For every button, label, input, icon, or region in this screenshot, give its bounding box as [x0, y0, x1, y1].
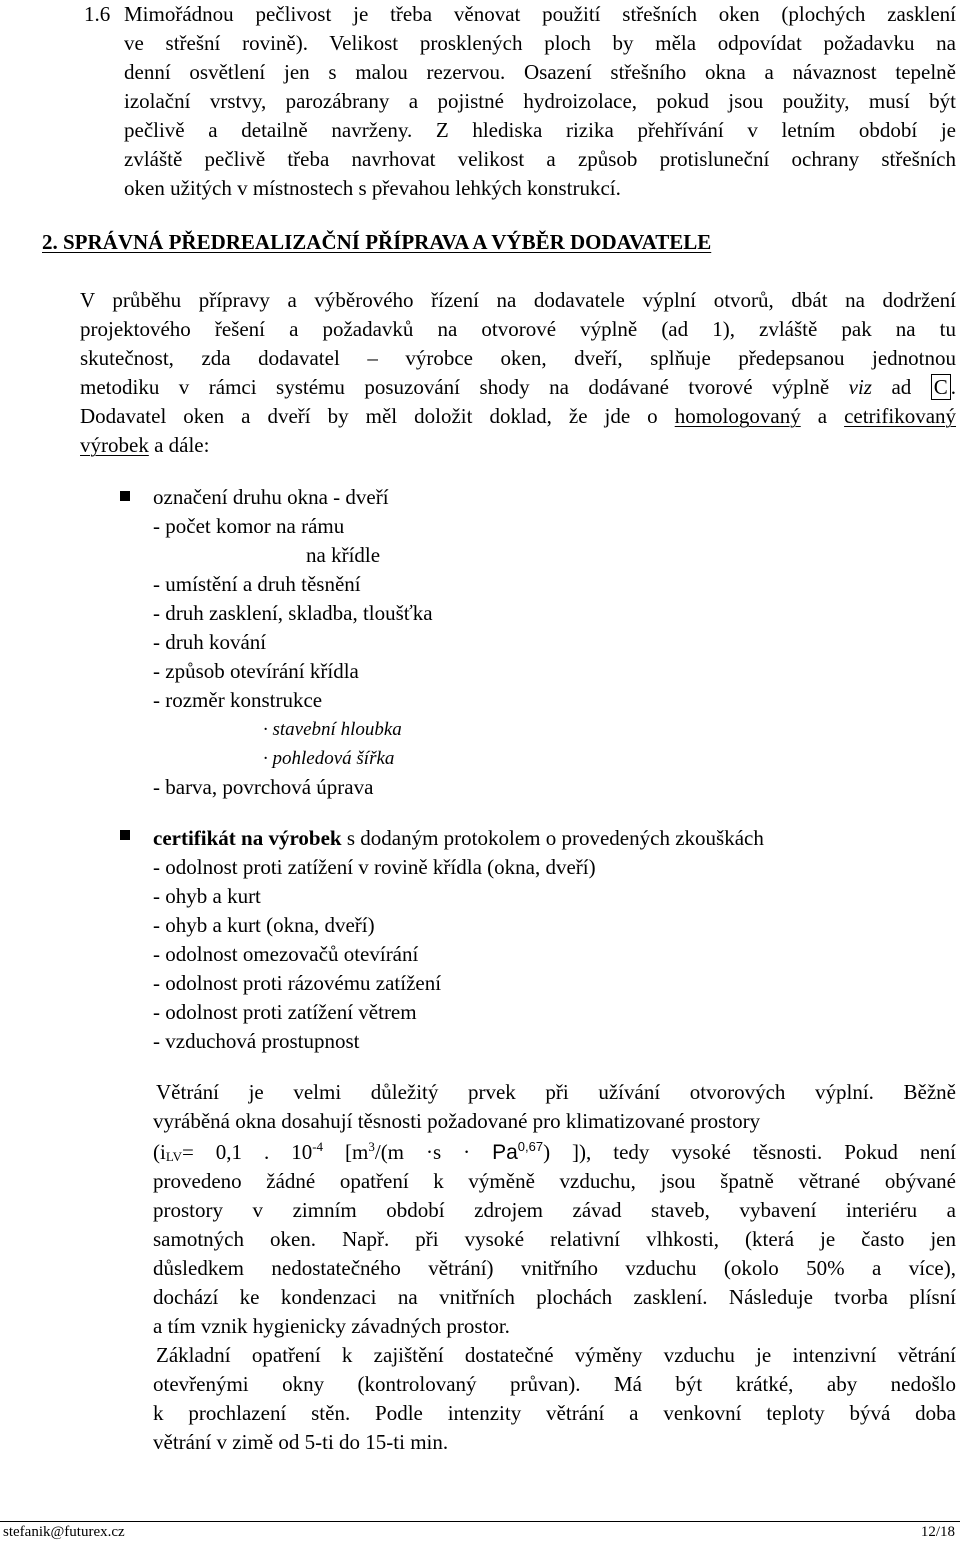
paragraph-line: V průběhu přípravy a výběrového řízení na dodavatele výplní otvorů, dbát na dodržení: [80, 288, 956, 312]
certificate-list: [153, 824, 953, 1056]
paragraph-line: pečlivě a detailně navrženy. Z hlediska rizika přehřívání v letním období je: [124, 118, 956, 142]
paragraph-line: izolační vrstvy, parozábrany a pojistné hydroizolace, pokud jsou použity, musí být: [124, 89, 956, 113]
marking-list: [153, 483, 953, 802]
paragraph-line: ve střešní rovině). Velikost prosklených ploch by měla odpovídat požadavku na: [124, 31, 956, 55]
list-item: - barva, povrchová úprava: [153, 775, 374, 799]
list-subitem: · stavební hloubka: [263, 719, 402, 740]
line-text: metodiku v rámci systému posuzování shody na dodávané tvorové výplně: [80, 375, 830, 399]
footer-divider: [0, 1521, 960, 1522]
list-item: - způsob otevírání křídla: [153, 659, 359, 683]
list-item: - rozměr konstrukce: [153, 688, 323, 712]
list-item: - odolnost proti zatížení v rovině křídla (okna, dveří): [153, 855, 596, 879]
list-item: - druh zasklení, skladba, tloušťka: [153, 601, 433, 625]
superscript: 3: [368, 1139, 375, 1154]
paragraph-line: [153, 1138, 956, 1167]
list-item: - odolnost proti zatížení větrem: [153, 1000, 417, 1024]
paragraph-line: denní osvětlení jen s malou rezervou. Osazení střešního okna a návaznost tepelně: [124, 60, 956, 84]
bullet-icon: [120, 491, 130, 501]
paragraph-line: vyráběná okna dosahují těsnosti požadované pro klimatizované prostory: [153, 1109, 761, 1133]
list-subitem: · pohledová šířka: [263, 748, 395, 769]
line-text: (i: [153, 1140, 166, 1164]
superscript: 0,67: [517, 1139, 544, 1154]
subscript: LV: [165, 1149, 182, 1164]
footer-email[interactable]: stefanik@futurex.cz: [3, 1524, 125, 1540]
line-text: = 0,1 . 10: [181, 1140, 313, 1164]
viz-text: viz: [848, 375, 872, 399]
paragraph-line: zvláště pečlivě třeba navrhovat velikost a způsob protisluneční ochrany střešních: [124, 147, 956, 171]
reference-c-box[interactable]: C: [931, 374, 951, 400]
homologated-link[interactable]: homologovaný: [674, 404, 801, 428]
certificate-title: certifikát na výrobek: [153, 826, 342, 850]
line-text: Dodavatel oken a dveří by měl doložit doklad, že jde o: [80, 404, 658, 428]
paragraph-line: otevřenými okny (kontrolovaný průvan). Má být krátké, aby nedošlo: [153, 1372, 956, 1396]
list-item: - ohyb a kurt (okna, dveří): [153, 913, 375, 937]
paragraph-line: [80, 373, 956, 402]
paragraph-line: důsledkem nedostatečného větrání) vnitřního vzduchu (okolo 50% a více),: [153, 1256, 956, 1280]
paragraph-line: skutečnost, zda dodavatel – výrobce oken, dveří, splňuje předepsanou jednotnou: [80, 346, 956, 370]
intro-paragraph: [80, 286, 956, 460]
list-item: - vzduchová prostupnost: [153, 1029, 360, 1053]
paragraph-line: Základní opatření k zajištění dostatečné výměny vzduchu je intenzivní větrání: [156, 1343, 956, 1367]
certificate-title-rest: s dodaným protokolem o provedených zkouškách: [346, 826, 764, 850]
period: .: [950, 375, 957, 399]
paragraph-line: [80, 431, 956, 460]
paragraph-line: provedeno žádné opatření k výměně vzduchu, jsou špatně větrané obývané: [153, 1169, 956, 1193]
line-text: a dále:: [154, 433, 210, 457]
paragraph-line: větrání v zimě od 5-ti do 15-ti min.: [153, 1430, 449, 1454]
paragraph-line: prostory v zimním období zdrojem závad staveb, vybavení interiéru a: [153, 1198, 956, 1222]
line-text: a: [817, 404, 828, 428]
paragraph-line: oken užitých v místnostech s převahou lehkých konstrukcí.: [124, 176, 621, 200]
section-heading: 2. SPRÁVNÁ PŘEDREALIZAČNÍ PŘÍPRAVA A VÝBĚR DODAVATELE: [42, 230, 712, 254]
section-number: 1.6: [84, 2, 111, 26]
section-1-6: [84, 0, 956, 203]
product-link[interactable]: výrobek: [80, 433, 149, 457]
bullet-icon: [120, 830, 130, 840]
list-item: - odolnost proti rázovému zatížení: [153, 971, 442, 995]
list-item: - druh kování: [153, 630, 267, 654]
paragraph-line: samotných oken. Např. při vysoké relativní vlhkosti, (která je často jen: [153, 1227, 956, 1251]
certified-link[interactable]: cetrifikovaný: [844, 404, 957, 428]
line-text: [m: [345, 1140, 369, 1164]
list-item: - počet komor na rámu: [153, 514, 345, 538]
list-title: [153, 824, 953, 853]
paragraph-line: a tím vznik hygienicky závadných prostor.: [153, 1314, 510, 1338]
unit-pa: Pa: [492, 1141, 518, 1164]
page-number: 12/18: [920, 1524, 955, 1540]
list-item: - ohyb a kurt: [153, 884, 261, 908]
list-item: - odolnost omezovačů otevírání: [153, 942, 419, 966]
paragraph-line: Větrání je velmi důležitý prvek při užívání otvorových výplní. Běžně: [156, 1080, 956, 1104]
ventilation-paragraph: [153, 1078, 956, 1457]
ad-text: ad: [891, 375, 912, 399]
line-text: ) ]), tedy vysoké těsnosti. Pokud není: [543, 1140, 957, 1164]
list-item: - umístění a druh těsnění: [153, 572, 361, 596]
list-item: na křídle: [306, 543, 381, 567]
line-text: /(m ·s ·: [374, 1140, 471, 1164]
paragraph-line: k prochlazení stěn. Podle intenzity větrání a venkovní teploty bývá doba: [153, 1401, 956, 1425]
list-title: označení druhu okna - dveří: [153, 485, 389, 509]
paragraph-line: [80, 402, 956, 431]
paragraph-line: dochází ke kondenzaci na vnitřních plochách zasklení. Následuje tvorba plísní: [153, 1285, 956, 1309]
paragraph-line: projektového řešení a požadavků na otvorové výplně (ad 1), zvláště pak na tu: [80, 317, 956, 341]
paragraph-line: Mimořádnou pečlivost je třeba věnovat použití střešních oken (plochých zasklení: [124, 2, 956, 26]
superscript: -4: [312, 1139, 324, 1154]
